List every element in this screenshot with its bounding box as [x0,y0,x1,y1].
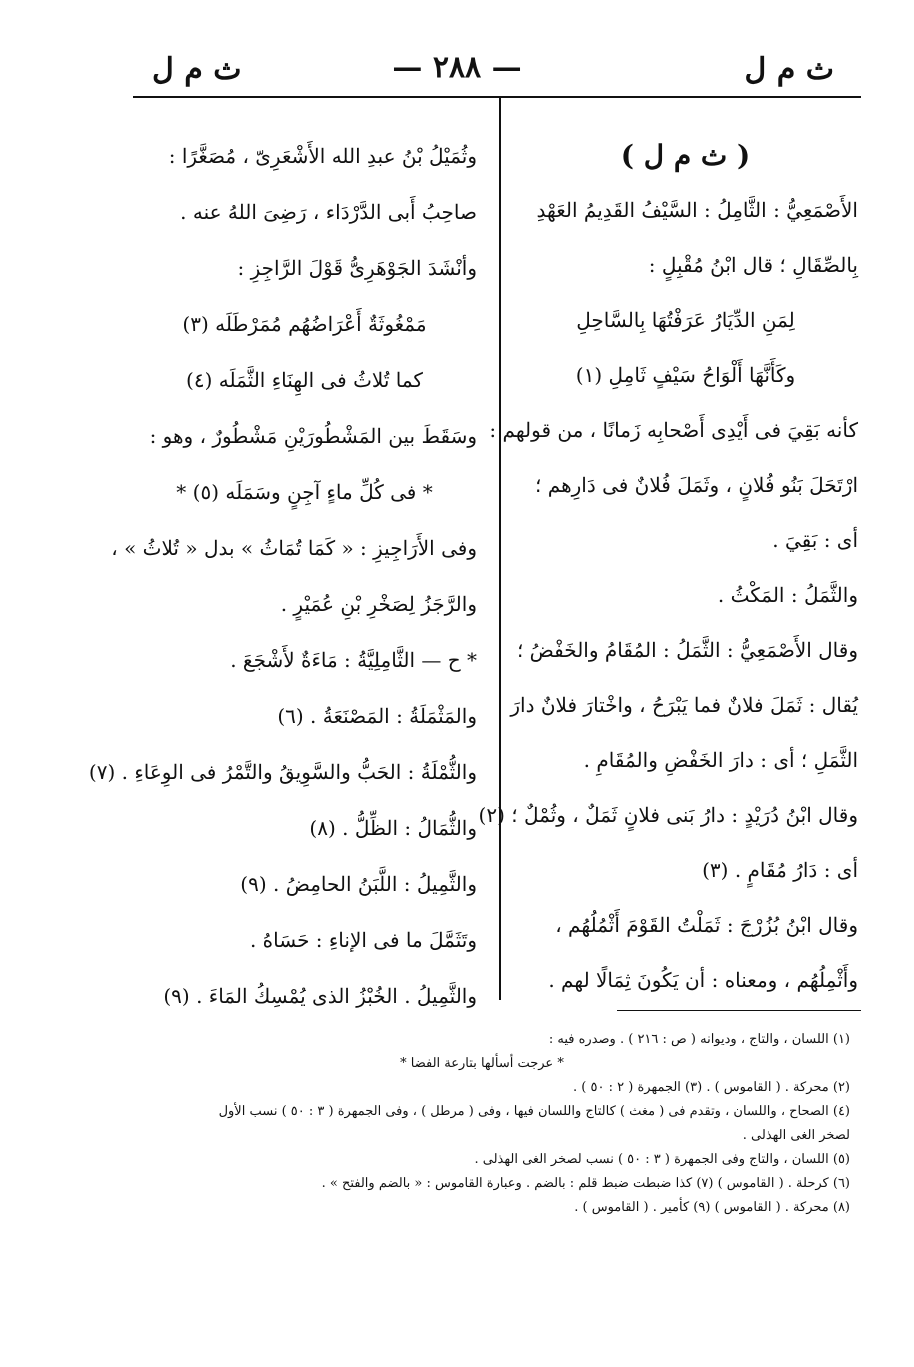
footnote: (٤) الصحاح ، واللسان ، وتقدم فى ( مغث ) كالتاج واللسان فيها ، وفى ( مرطل ) ، وفى الجمهرة ( ٣ : ٥٠ ) نسب الأول [218,1104,850,1119]
text-line: وثُمَيْلُ بْنُ عبدِ الله الأَشْعَرِىّ ، مُصَغَّرًا : [168,144,477,168]
footnotes [114,1028,850,1220]
text-line: وتَثَمَّلَ ما فى الإناءِ : حَسَاهُ . [249,928,477,952]
footnote: (١) اللسان ، والتاج ، وديوانه ( ص : ٢١٦ ) . وصدره فيه : [548,1032,850,1047]
text-line: والثُّمْلَةُ : الحَبُّ والسَّوِيقُ والتَّمْرُ فى الوِعَاءِ . (٧) [88,760,477,784]
text-line: * ح — الثَّامِلِيَّةُ : مَاءَةٌ لأَشْجَعَ . [230,648,477,672]
text-line: أى : دَارُ مُقَامٍ . (٣) [702,858,858,882]
right-column [478,128,858,1008]
running-head-right: ث م ل [744,52,834,87]
text-line: وسَقَطَ بين المَشْطُورَيْنِ مَشْطُورٌ ، وهو : [149,424,477,448]
text-line: والرَّجَزُ لِصَخْرِ بْنِ عُمَيْرٍ . [280,592,477,616]
text-line: والثُّمَالُ : الظِّلُّ . (٨) [309,816,477,840]
text-line: ارْتَحَلَ بَنُو فُلانٍ ، وثَمَلَ فُلانٌ فى دَارِهم ؛ [535,473,858,497]
header-rule [133,96,861,98]
text-line: أى : بَقِيَ . [772,528,858,552]
verse-line: * فى كُلِّ ماءٍ آجِنٍ وسَمَلَه (٥) * [176,480,433,504]
column-divider [499,98,501,1000]
text-line: وأَثْمِلُهُم ، ومعناه : أن يَكُونَ ثِمَالًا لهم . [548,968,858,992]
verse-line: كما تُلاثُ فى الهِنَاءِ الثَّمَلَه (٤) [186,368,423,392]
text-line: وفى الأَرَاجِيزِ : « كَمَا تُمَاثُ » بدل « تُلاثُ » ، [111,536,477,560]
text-line: يُقال : ثَمَلَ فلانٌ فما يَبْرَحُ ، واخْتارَ فلانٌ دارَ [510,693,858,717]
verse-line: وكَأَنَّهَا أَلْوَاحُ سَيْفٍ ثَامِلِ (١) [575,363,796,387]
text-line: وقال الأَصْمَعِيُّ : الثَّمَلُ : المُقَامُ والخَفْضُ ؛ [516,638,858,662]
root-heading: ( ث م ل ) [620,139,751,172]
text-line: وأنْشَدَ الجَوْهَرِىُّ قَوْلَ الرَّاجِزِ : [237,256,477,280]
verse-line: مَمْغُوثَةٌ أَعْرَاضُهُم مُمَرْطَلَه (٣) [182,312,427,336]
running-head-left: ث م ل [152,52,242,87]
footnote-rule [617,1010,861,1011]
text-line: والثَّمِيلُ . الخُبْزُ الذى يُمْسِكُ المَاءَ . (٩) [163,984,477,1008]
footnote: (٨) محركة . ( القاموس ) (٩) كأمير . ( القاموس ) . [574,1200,850,1215]
footnote: (٦) كرحلة . ( القاموس ) (٧) كذا ضبطت ضبط قلم : بالضم . وعبارة القاموس : « بالضم والفتح » . [321,1176,850,1191]
page-number: — ٢٨٨ — [392,50,522,85]
text-line: صاحِبُ أَبى الدَّرْدَاء ، رَضِىَ اللهُ عنه . [180,200,477,224]
footnote: لصخر الغى الهذلى . [742,1128,850,1143]
footnote-verse: * عرجت أسألها بتارعة الفضا * [400,1056,564,1071]
text-line: والثَّمِيلُ : اللَّبَنُ الحامِضُ . (٩) [240,872,477,896]
verse-line: لِمَنِ الدِّيَارُ عَرَفْتُهَا بِالسَّاحِلِ [576,308,795,332]
text-line: بِالصِّقَالِ ؛ قال ابْنُ مُقْبِلٍ : [648,253,858,277]
footnote: (٥) اللسان ، والتاج وفى الجمهرة ( ٣ : ٥٠ ) نسب لصخر الغى الهذلى . [474,1152,850,1167]
text-line: وقال ابْنُ دُرَيْدٍ : دارُ بَنى فلانٍ ثَمَلٌ ، وثُمْلٌ ؛ (٢) [478,803,858,827]
left-column [88,128,477,1024]
footnote: (٢) محركة . ( القاموس ) . (٣) الجمهرة ( ٢ : ٥٠ ) . [573,1080,850,1095]
text-line: كأنه بَقِيَ فى أَيْدِى أَصْحابِه زَمانًا ، من قولهم : [489,418,858,442]
text-line: والثَّمَلُ : المَكْثُ . [717,583,858,607]
text-line: الثَّمَلِ ؛ أى : دارَ الخَفْضِ والمُقَامِ . [583,748,858,772]
text-line: والمَثْمَلَةُ : المَصْنَعَةُ . (٦) [277,704,477,728]
text-line: الأَصْمَعِيُّ : الثَّامِلُ : السَّيْفُ القَدِيمُ العَهْدِ [536,198,858,222]
text-line: وقال ابْنُ بُزُرْجَ : ثَمَلْتُ القَوْمَ أَثْمُلُهُم ، [555,913,858,937]
